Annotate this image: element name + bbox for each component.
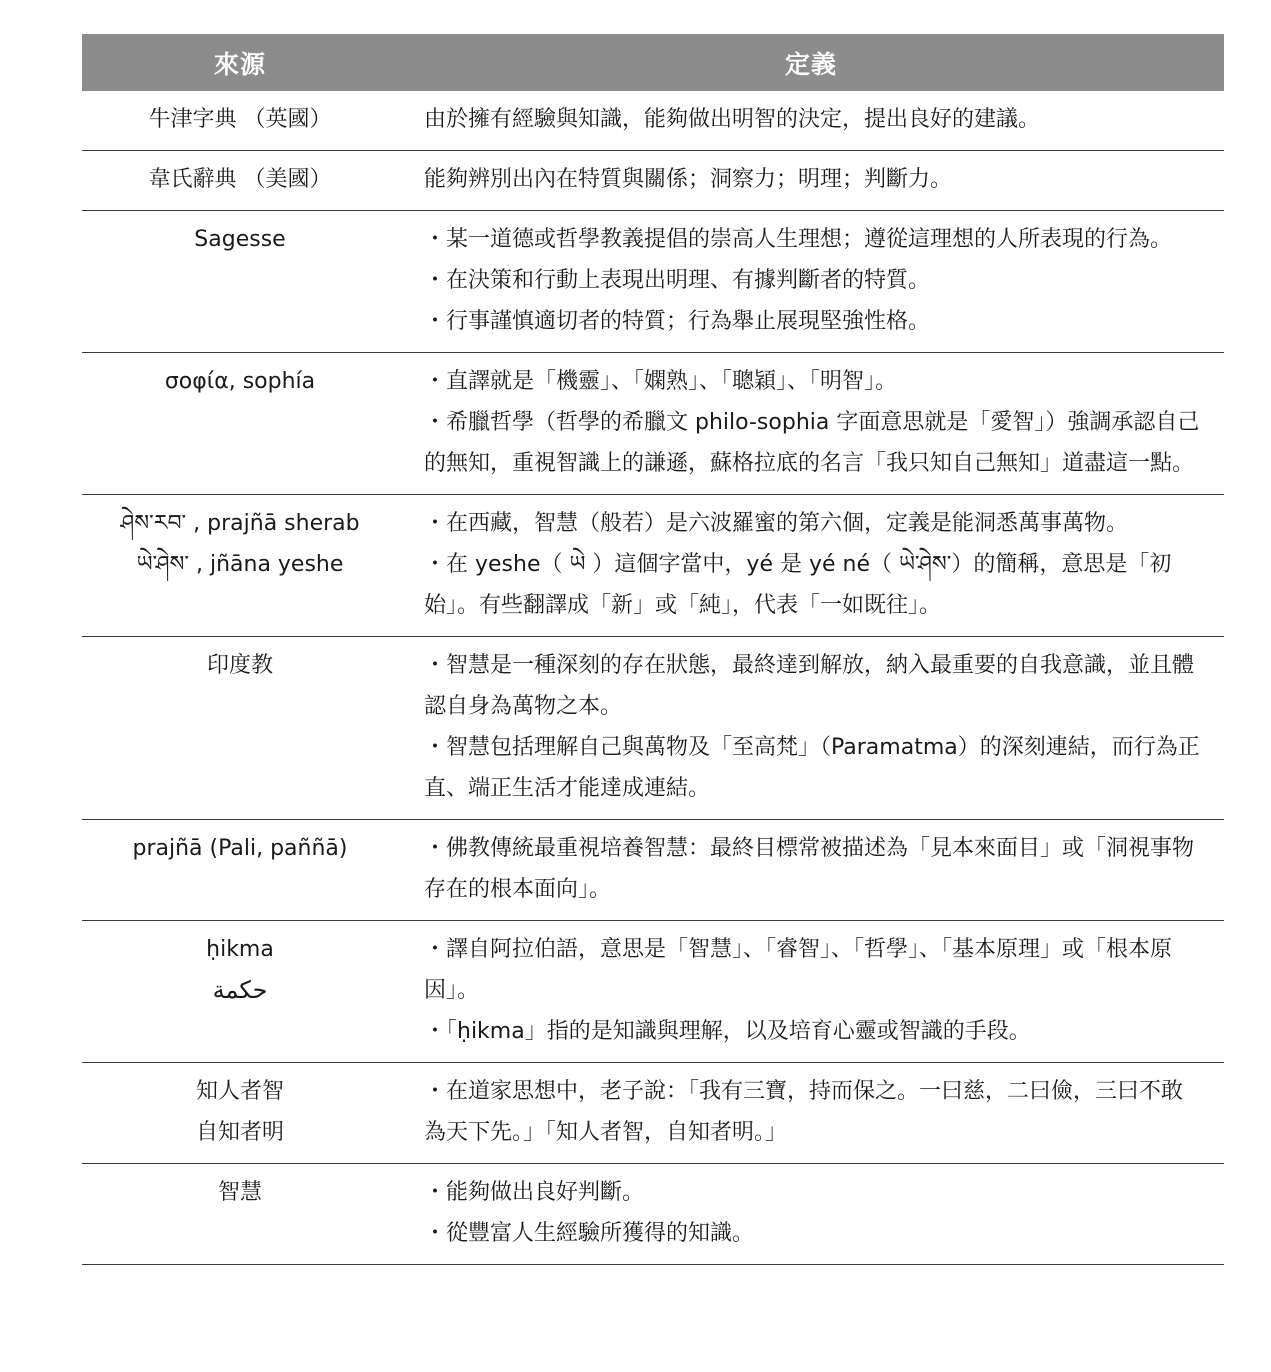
definition-text: 能夠辨別出內在特質與關係；洞察力；明理；判斷力。 xyxy=(424,167,953,192)
source-label: prajñā (Pali, paññā) xyxy=(132,836,348,861)
definition-text: ・佛教傳統最重視培養智慧：最終目標常被描述為「見本來面目」或「洞視事物存在的根本面向」。 xyxy=(424,836,1195,902)
source-label: 知人者智 xyxy=(195,1079,284,1104)
source-cell xyxy=(82,1164,398,1265)
definition-cell xyxy=(398,820,1224,921)
table-row xyxy=(82,91,1224,151)
definition-text: ・在決策和行動上表現出明理、有據判斷者的特質。 xyxy=(424,268,931,293)
table-row xyxy=(82,1063,1224,1164)
definition-text: ・「ḥikma」指的是知識與理解，以及培育心靈或智識的手段。 xyxy=(424,1019,1031,1044)
definition-text: ・行事謹慎適切者的特質；行為舉止展現堅強性格。 xyxy=(424,309,931,334)
definition-text: ・在道家思想中，老子說：「我有三寶，持而保之。一曰慈，二曰儉，三曰不敢為天下先。」「知人者智，自知者明。」 xyxy=(424,1079,1184,1145)
source-label: 智慧 xyxy=(217,1180,262,1205)
table-row xyxy=(82,921,1224,1063)
source-label: ཡེ་ཤེས་ , jñāna yeshe xyxy=(136,552,344,577)
source-cell xyxy=(82,1063,398,1164)
source-label: ཤེས་རབ་ , prajñā sherab xyxy=(120,511,360,536)
definition-text: ・希臘哲學（哲學的希臘文 philo-sophia 字面意思就是「愛智」）強調承認自己的無知，重視智識上的謙遜，蘇格拉底的名言「我只知自己無知」道盡這一點。 xyxy=(424,410,1200,476)
table-header xyxy=(82,34,1224,91)
definition-cell xyxy=(398,151,1224,211)
definition-cell xyxy=(398,91,1224,151)
definition-text: ・在西藏，智慧（般若）是六波羅蜜的第六個，定義是能洞悉萬事萬物。 xyxy=(424,511,1129,536)
definition-text: ・某一道德或哲學教義提倡的崇高人生理想；遵從這理想的人所表現的行為。 xyxy=(424,227,1173,252)
header-definition: 定義 xyxy=(398,34,1224,91)
source-label: ḥikma xyxy=(206,937,274,962)
table-row xyxy=(82,353,1224,495)
definition-text: ・智慧包括理解自己與萬物及「至高梵」（Paramatma）的深刻連結，而行為正直、端正生活才能達成連結。 xyxy=(424,735,1200,801)
definition-cell xyxy=(398,495,1224,637)
table-row xyxy=(82,495,1224,637)
source-cell xyxy=(82,820,398,921)
source-label: 牛津字典 （英國） xyxy=(148,107,332,132)
header-row xyxy=(82,34,1224,91)
definition-cell xyxy=(398,637,1224,820)
source-cell xyxy=(82,211,398,353)
source-label: σοφία, sophía xyxy=(164,369,316,394)
table-body xyxy=(82,91,1224,1265)
definition-cell xyxy=(398,211,1224,353)
definitions-table-container xyxy=(82,34,1224,1265)
definition-text: 由於擁有經驗與知識，能夠做出明智的決定，提出良好的建議。 xyxy=(424,107,1041,132)
source-label: 韋氏辭典 （美國） xyxy=(148,167,332,192)
table-row xyxy=(82,1164,1224,1265)
source-cell xyxy=(82,91,398,151)
source-cell xyxy=(82,151,398,211)
definition-text: ・從豐富人生經驗所獲得的知識。 xyxy=(424,1221,755,1246)
definition-text: ・譯自阿拉伯語，意思是「智慧」、「睿智」、「哲學」、「基本原理」或「根本原因」。 xyxy=(424,937,1173,1003)
source-label: 自知者明 xyxy=(195,1120,284,1145)
source-cell xyxy=(82,637,398,820)
definition-text: ・直譯就是「機靈」、「嫻熟」、「聰穎」、「明智」。 xyxy=(424,369,898,394)
source-cell xyxy=(82,353,398,495)
definition-cell xyxy=(398,921,1224,1063)
table-row xyxy=(82,820,1224,921)
source-label: 印度教 xyxy=(206,653,273,678)
table-row xyxy=(82,211,1224,353)
source-label: حكمة xyxy=(212,976,268,1004)
header-source: 來源 xyxy=(82,34,398,91)
definition-cell xyxy=(398,1063,1224,1164)
definition-text: ・在 yeshe（ ཡེ ）這個字當中，yé 是 yé né（ ཡེ་ཤེས་）的簡稱，意思是「初始」。有些翻譯成「新」或「純」，代表「一如既往」。 xyxy=(424,552,1172,618)
source-cell xyxy=(82,921,398,1063)
source-cell xyxy=(82,495,398,637)
source-label: Sagesse xyxy=(194,227,286,252)
definition-cell xyxy=(398,1164,1224,1265)
definition-text: ・智慧是一種深刻的存在狀態，最終達到解放，納入最重要的自我意識，並且體認自身為萬物之本。 xyxy=(424,653,1195,719)
table-row xyxy=(82,151,1224,211)
table-row xyxy=(82,637,1224,820)
wisdom-definitions-table xyxy=(82,34,1224,1265)
definition-cell xyxy=(398,353,1224,495)
definition-text: ・能夠做出良好判斷。 xyxy=(424,1180,645,1205)
